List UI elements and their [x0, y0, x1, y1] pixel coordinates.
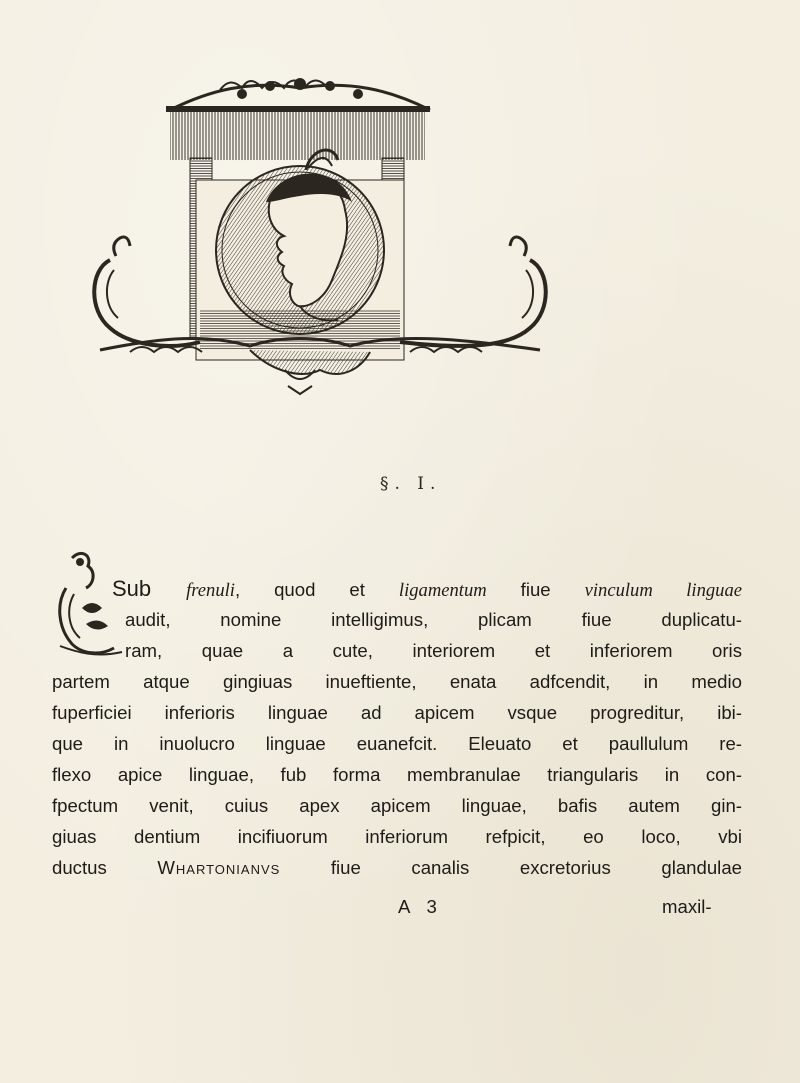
text-line-10: ductus Whartonianvs fiue canalis excretorius glandulae [52, 857, 742, 878]
ornamental-vignette-icon [70, 70, 570, 410]
text-line-4: partem atque gingiuas inueftiente, enata adfcendit, in medio [52, 671, 742, 692]
section-heading: §. I. [380, 474, 442, 494]
text-line-3: ram, quae a cute, interiorem et inferiorem oris [125, 640, 742, 661]
text-line-8: fpectum venit, cuius apex apicem linguae, bafis autem gin- [52, 795, 742, 816]
text-line-2: audit, nomine intelligimus, plicam fiue duplicatu- [125, 609, 742, 630]
page-footer [52, 896, 742, 928]
signature-mark: A 3 [398, 896, 443, 917]
catchword: maxil- [662, 896, 712, 917]
ornamental-vignette [70, 70, 570, 410]
text-line-5: fuperficiei inferioris linguae ad apicem vsque progreditur, ibi- [52, 702, 742, 723]
text-line-1: Sub frenuli, quod et ligamentum fiue vinculum linguae [112, 576, 743, 601]
text-line-7: flexo apice linguae, fub forma membranulae triangularis in con- [52, 764, 742, 785]
body-text [52, 574, 742, 884]
text-line-9: giuas dentium incifiuorum inferiorum refpicit, eo loco, vbi [52, 826, 742, 847]
text-line-6: que in inuolucro linguae euanefcit. Eleuato et paullulum re- [52, 733, 742, 754]
